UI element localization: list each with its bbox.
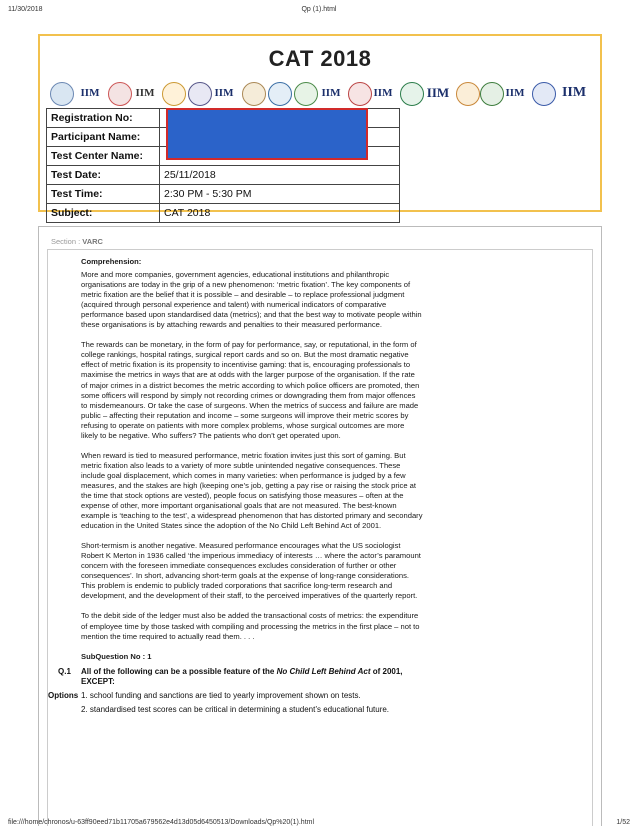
- table-row: [47, 204, 400, 223]
- logo-emblem-icon: [50, 82, 74, 106]
- option-2: 2. standardised test scores can be critical in determining a student’s educational future.: [81, 705, 390, 714]
- info-label: Test Center Name:: [47, 147, 160, 166]
- page-number: 1/52: [616, 819, 630, 826]
- info-value: 2:30 PM - 5:30 PM: [160, 185, 400, 204]
- logo-emblem-icon: [242, 82, 266, 106]
- table-row: [47, 166, 400, 185]
- print-title: Qp (1).html: [301, 6, 337, 13]
- logo-emblem-icon: [268, 82, 292, 106]
- comprehension-passage: [81, 257, 423, 665]
- table-row: [47, 185, 400, 204]
- print-date: 11/30/2018: [8, 6, 43, 13]
- logo-emblem-icon: [294, 82, 318, 106]
- info-value: CAT 2018: [160, 204, 400, 223]
- question-number: Q.1: [58, 667, 71, 676]
- option-1: 1. school funding and sanctions are tied to yearly improvement shown on tests.: [81, 691, 361, 700]
- iim-logo-icon: IIM: [505, 87, 525, 99]
- redaction-block: [166, 108, 368, 160]
- logo-emblem-icon: [162, 82, 186, 106]
- logo-emblem-icon: [400, 82, 424, 106]
- iim-logo-icon: IIM: [426, 85, 450, 100]
- iim-logo-icon: IIM: [321, 87, 341, 99]
- logo-emblem-icon: [532, 82, 556, 106]
- passage-paragraph: When reward is tied to measured performance, metric fixation invites just this sort of gaming. But metric fixation also leads to a variety of more subtle unintended negative consequences. These include goal displacement, which comes in many varieties: when performance is judged by a few measures, and the stakes are high (keeping one’s job, getting a pay rise or raising the stock price at the time that stock options are vested), people focus on satisfying those measures – often at the expense of other, more important organisational goals that are not measured. The best-known example is ‘teaching to the test’, a widespread phenomenon that has distorted primary and secondary education in the United States since the adoption of the No Child Left Behind Act of 2001.: [81, 450, 423, 531]
- exam-title: CAT 2018: [268, 46, 372, 71]
- logo-emblem-icon: [480, 82, 504, 106]
- info-value: 25/11/2018: [160, 166, 400, 185]
- passage-paragraph: The rewards can be monetary, in the form of pay for performance, say, or reputational, in the form of college rankings, hospital ratings, surgical report cards and so on. But the most dramatic negative effect of metric fixation is its propensity to incentivise gaming: that is, encouraging professionals to maximise the metrics in ways that are at odds with the larger purpose of the organisation. If the rate of major crimes in a district becomes the metric according to which police officers are promoted, then some officers will respond by simply not recording crimes or downgrading them from major offences to misdemeanours. Or take the case of surgeons. When the metrics of success and failure are made public – affecting their reputation and income – some surgeons will improve their metric scores by refusing to operate on patients with more complex problems, whose surgical outcomes are more likely to be negative. Who suffers? The patients who don’t get operated upon.: [81, 340, 420, 440]
- iim-logo-icon: IIM: [561, 85, 587, 100]
- info-label: Registration No:: [47, 109, 160, 128]
- passage-paragraph: More and more companies, government agencies, educational institutions and philanthropic organisations are today in the grip of a new phenomenon: ‘metric fixation’. The key components of metric fixation are the belief that it is possible – and desirable – to replace professional judgment (acquired through personal experience and talent) with numerical indicators of comparative performance based upon standardised data (metrics); and that the best way to motivate people within these organisations is by attaching rewards and penalties to their measured performance.: [81, 270, 422, 330]
- info-label: Test Time:: [47, 185, 160, 204]
- institute-logo-row: [48, 78, 592, 112]
- subquestion-label: SubQuestion No : 1: [81, 651, 152, 661]
- passage-paragraph: Short-termism is another negative. Measured performance encourages what the US sociologist Robert K Merton in 1936 called ‘the imperious immediacy of interests … where the actor’s paramount concern with the foreseen immediate consequences excludes consideration of further or other consequences’. In short, advancing short-term goals at the expense of long-range considerations. This problem is endemic to publicly traded corporations that sacrifice long-term research and development, and the development of their staff, to the perceived imperatives of the quarterly report.: [81, 541, 421, 601]
- logo-emblem-icon: [108, 82, 132, 106]
- info-label: Test Date:: [47, 166, 160, 185]
- info-label: Participant Name:: [47, 128, 160, 147]
- passage-paragraph: To the debit side of the ledger must also be added the transactional costs of metrics: the expenditure of employee time by those tasked with compiling and processing the metrics in the first place – not to mention the time required to actually read them. . . .: [81, 611, 420, 641]
- iim-logo-icon: IIM: [80, 87, 100, 99]
- section-label: Section : VARC: [51, 237, 103, 246]
- options-label: Options: [48, 691, 79, 700]
- iim-logo-icon: IIM: [373, 87, 393, 99]
- question-text: All of the following can be a possible feature of the No Child Left Behind Act of 2001, EXCEPT:: [81, 667, 403, 686]
- iim-logo-icon: IIM: [135, 87, 155, 99]
- iim-logo-icon: IIM: [214, 87, 234, 99]
- comprehension-heading: Comprehension:: [81, 257, 142, 266]
- section-name: VARC: [82, 237, 103, 246]
- file-path: file:///home/chronos/u-63ff90eed71b11705a679562e4d13d05d6450513/Downloads/Qp%20(1).html: [8, 819, 315, 826]
- logo-emblem-icon: [348, 82, 372, 106]
- logo-emblem-icon: [456, 82, 480, 106]
- logo-emblem-icon: [188, 82, 212, 106]
- info-label: Subject:: [47, 204, 160, 223]
